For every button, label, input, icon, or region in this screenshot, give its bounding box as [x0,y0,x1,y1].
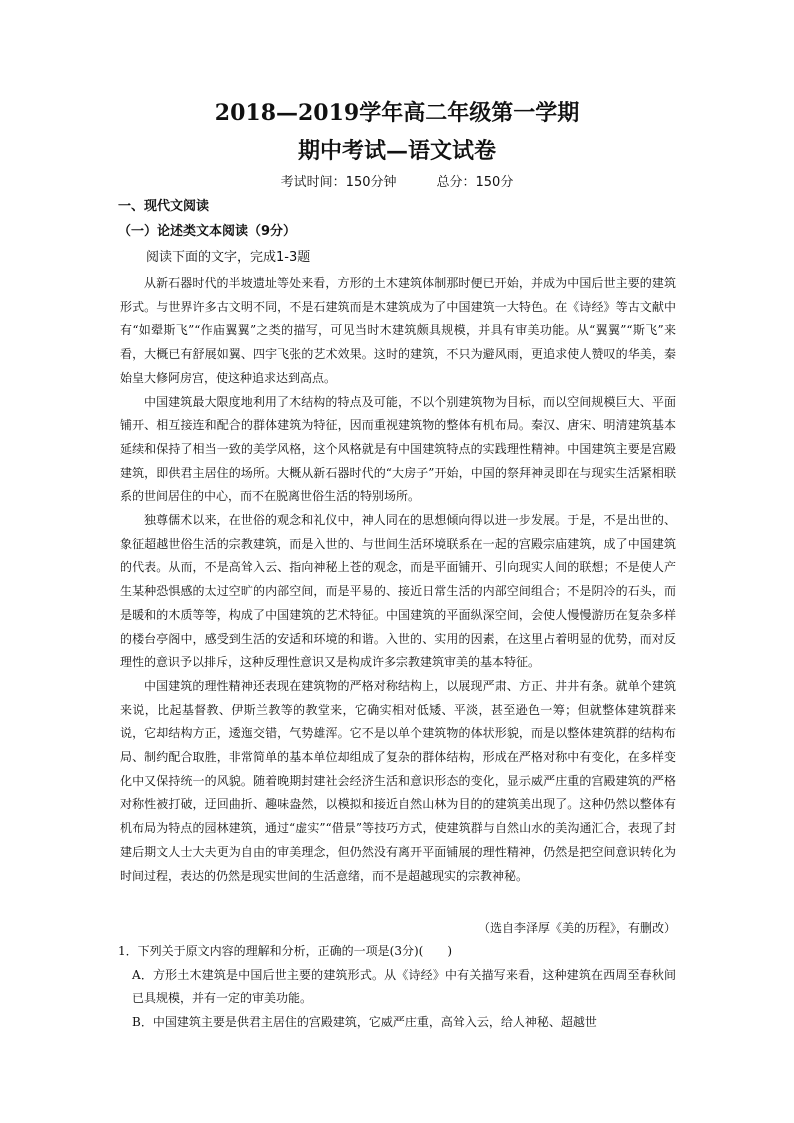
passage-source: （选自李泽厚《美的历程》，有删改） [477,921,676,935]
passage-paragraph: 独尊儒术以来，在世俗的观念和礼仪中，神人同在的思想倾向得以进一步发展。于是，不是出世的、象征超越世俗生活的宗教建筑，而是入世的、与世间生活环境联系在一起的宫殿宗庙建筑，成了中国建筑的代表。从而，不是高耸入云、指向神秘上苍的观念，而是平面铺开、引向现实人间的联想；不是使人产生某种恐惧感的太过空旷的内部空间，而是平易的、接近日常生活的内部空间组合；不是阴冷的石头，而是暖和的木质等等，构成了中国建筑的艺术特征。中国建筑的平面纵深空间，会使人慢慢游历在复杂多样的楼台亭阁中，感受到生活的安适和环境的和谐。入世的、实用的因素，在这里占着明显的优势，而对反理性的意识予以排斥，这种反理性意识又是构成许多宗教建筑审美的基本特征。 [120,513,676,670]
total-score: 总分：150分 [436,175,514,190]
question-stem: 1．下列关于原文内容的理解和分析，正确的一项是(3分)( ) [118,944,452,958]
exam-time: 考试时间：150分钟 [280,175,397,190]
passage-paragraph: 中国建筑最大限度地利用了木结构的特点及可能，不以个别建筑物为目标，而以空间规模巨大、平面铺开、相互接连和配合的群体建筑为特征，因而重视建筑物的整体有机布局。秦汉、唐宋、明清建筑基本延续和保持了相当一致的美学风格，这个风格就是有中国建筑特点的实践理性精神。中国建筑主要是宫殿建筑，即供君主居住的场所。大概从新石器时代的“大房子”开始，中国的祭拜神灵即在与现实生活紧相联系的世间居住的中心，而不在脱离世俗生活的特别场所。 [120,394,676,504]
option-a: A．方形土木建筑是中国后世主要的建筑形式。从《诗经》中有关描写来看，这种建筑在西周至春秋间已具规模，并有一定的审美功能。 [132,967,676,1006]
exam-title-line2: 期中考试—语文试卷 [297,138,496,164]
question-1 [118,940,676,1035]
passage-paragraph: 中国建筑的理性精神还表现在建筑物的严格对称结构上，以展现严肃、方正、井井有条。就单个建筑来说，比起基督教、伊斯兰教等的教堂来，它确实相对低矮、平淡，甚至逊色一筹；但就整体建筑群来说，它却结构方正，逶迤交错，气势雄浑。它不是以单个建筑物的体状形貌，而是以整体建筑群的结构布局、制约配合取胜，非常简单的基本单位却组成了复杂的群体结构，形成在严格对称中有变化，在多样变化中又保持统一的风貌。随着晚期封建社会经济生活和意识形态的变化，显示威严庄重的宫殿建筑的严格对称性被打破，迂回曲折、趣味盎然，以模拟和接近自然山林为目的的建筑美出现了。这种仍然以整体有机布局为特点的园林建筑，通过“虚实”“借景”等技巧方式，使建筑群与自然山水的美沟通汇合，表现了封建后期文人士大夫更为自由的审美理念，但仍然没有离开平面铺展的理性精神，仍然是把空间意识转化为时间过程，表达的仍然是现实世间的生活意绪，而不是超越现实的宗教神秘。 [120,678,676,883]
sub-section-heading: （一）论述类文本阅读（9分） [118,224,297,239]
exam-title-line1: 2018—2019学年高二年级第一学期 [214,100,580,126]
passage-paragraph: 从新石器时代的半坡遗址等处来看，方形的土木建筑体制那时便已开始，并成为中国后世主要的建筑形式。与世界许多古文明不同，不是石建筑而是木建筑成为了中国建筑一大特色。在《诗经》等古文献中有“如翚斯飞”“作庙翼翼”之类的描写，可见当时木建筑颇具规模，并具有审美功能。从“翼翼”“斯飞”来看，大概已有舒展如翼、四宇飞张的艺术效果。这时的建筑，不只为避风雨，更追求使人赞叹的华美，秦始皇大修阿房宫，使这种追求达到高点。 [120,276,676,385]
reading-instruction: 阅读下面的文字，完成1-3题 [146,250,311,265]
passage-body [120,272,676,888]
exam-info [0,174,794,192]
option-b: B．中国建筑主要是供君主居住的宫殿建筑，它威严庄重，高耸入云，给人神秘、超越世 [132,1015,597,1030]
section-heading: 一、现代文阅读 [118,199,210,214]
